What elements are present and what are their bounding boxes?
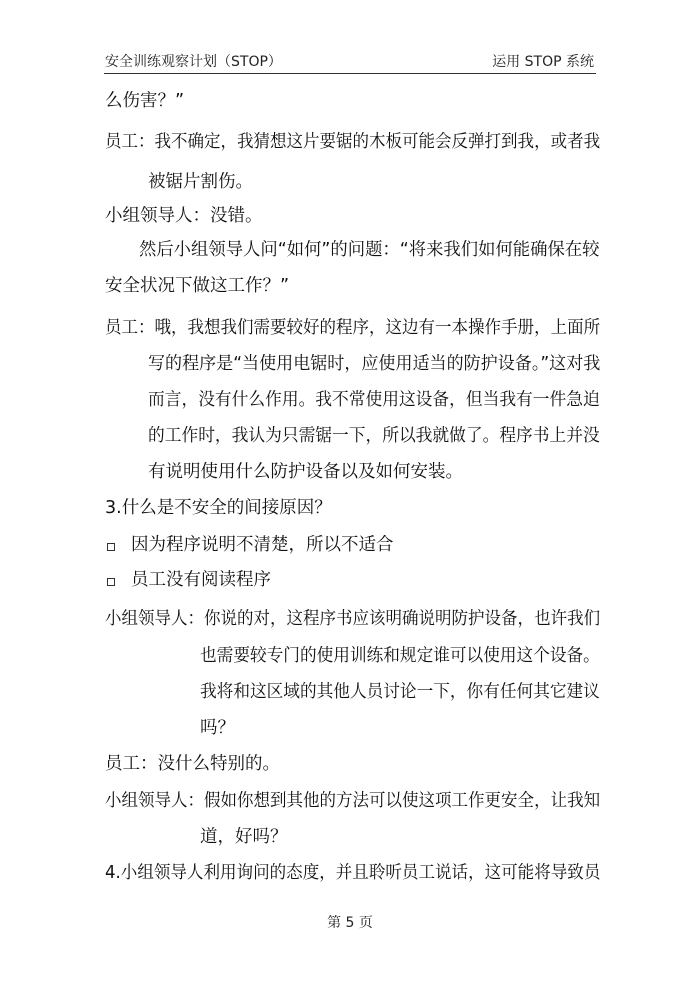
text-line: 被锯片割伤。 (148, 172, 253, 192)
text-line: 小组领导人：假如你想到其他的方法可以使这项工作更安全，让我知 (105, 791, 601, 811)
checkbox-bullet-icon (107, 543, 115, 551)
text-line: 么伤害？” (105, 91, 185, 111)
section-question: 4.小组领导人利用询问的态度，并且聆听员工说话，这可能将导致员 (105, 863, 601, 883)
list-item: 员工没有阅读程序 (131, 570, 271, 590)
header-divider (104, 73, 596, 74)
text-line: 我将和这区域的其他人员讨论一下，你有任何其它建议 (200, 682, 600, 702)
text-line: 员工：没什么特别的。 (105, 754, 280, 774)
text-line: 有说明使用什么防护设备以及如何安装。 (148, 462, 463, 482)
text-line: 员工：哦，我想我们需要较好的程序，这边有一本操作手册，上面所 (105, 318, 601, 338)
section-question: 3.什么是不安全的间接原因？ (105, 498, 332, 518)
text-line: 安全状况下做这工作？” (105, 276, 290, 296)
list-item: 因为程序说明不清楚，所以不适合 (131, 535, 394, 555)
text-line: 小组领导人：你说的对，这程序书应该明确说明防护设备，也许我们 (105, 609, 601, 629)
checkbox-bullet-icon (107, 578, 115, 586)
text-line: 写的程序是“当使用电锯时，应使用适当的防护设备。”这对我 (148, 354, 601, 374)
header-title: 安全训练观察计划（STOP） (105, 54, 282, 70)
text-line: 然后小组领导人问“如何”的问题：“将来我们如何能确保在较 (139, 240, 600, 260)
text-line: 吗？ (200, 718, 235, 738)
text-line: 员工：我不确定，我猜想这片要锯的木板可能会反弹打到我，或者我 (105, 132, 601, 152)
text-line: 也需要较专门的使用训练和规定谁可以使用这个设备。 (200, 646, 600, 666)
header-section: 运用 STOP 系统 (492, 54, 594, 70)
text-line: 道，好吗？ (200, 827, 288, 847)
text-line: 的工作时，我认为只需锯一下，所以我就做了。程序书上并没 (148, 426, 600, 446)
text-line: 而言，没有什么作用。我不常使用这设备，但当我有一件急迫 (148, 390, 600, 410)
text-line: 小组领导人：没错。 (105, 206, 263, 226)
page-number: 第 5 页 (327, 915, 373, 931)
